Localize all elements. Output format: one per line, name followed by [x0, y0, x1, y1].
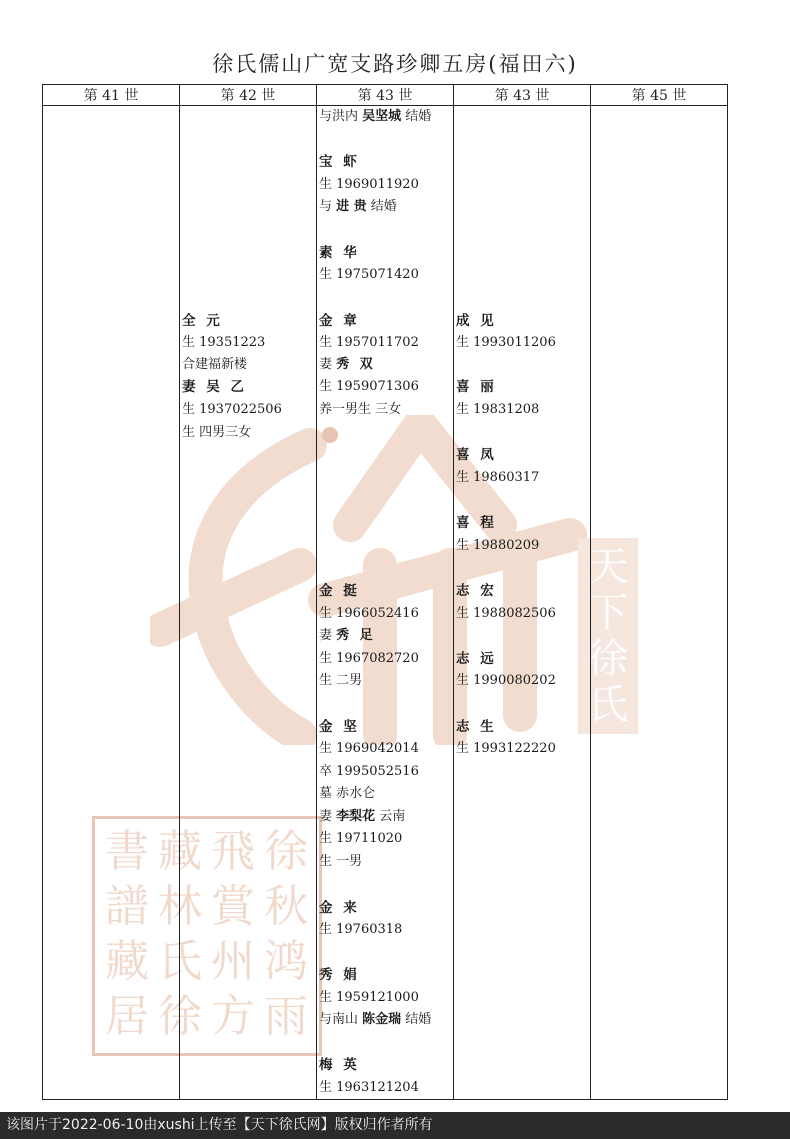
- person-name: 志 生: [456, 719, 497, 735]
- seal-char: 賞: [211, 881, 255, 932]
- birth-date: 生 1969011920: [319, 177, 419, 192]
- text: 妻: [319, 628, 337, 643]
- seal-char: 方: [211, 991, 255, 1042]
- spouse-name: 妻 吴 乙: [182, 379, 247, 395]
- marriage-note: [319, 1010, 431, 1030]
- text: 云南: [375, 809, 406, 824]
- birth-date: 生 1957011702: [319, 335, 419, 350]
- birth-date: 生 19880209: [456, 538, 540, 553]
- person-name: 喜 程: [456, 515, 497, 531]
- birth-date: 生 19351223: [182, 335, 266, 350]
- seal-char: 書: [105, 826, 149, 877]
- seal-char: 州: [211, 936, 255, 987]
- column-header-gen41: 第 41 世: [83, 88, 139, 104]
- birth-date: 生 1959071306: [319, 379, 419, 394]
- spouse-name: 李梨花: [336, 809, 376, 824]
- spouse-name: 秀 足: [336, 628, 376, 643]
- text: 妻: [319, 809, 337, 824]
- column-divider: [590, 85, 591, 1099]
- birth-date: 生 19860317: [456, 470, 540, 485]
- watermark-brand-char: 下: [588, 590, 628, 636]
- text: 结婚: [401, 109, 432, 124]
- page-title: 徐氏儒山广宽支路珍卿五房(福田六): [212, 52, 578, 76]
- marriage-note: [319, 107, 431, 127]
- person-name: 志 宏: [456, 583, 497, 599]
- seal-char: 居: [105, 991, 149, 1042]
- birth-date: 生 1993011206: [456, 335, 556, 350]
- spouse-line: [319, 355, 376, 375]
- birth-date: 生 1966052416: [319, 606, 419, 621]
- person-name: 梅 英: [319, 1057, 360, 1073]
- seal-char: 雨: [264, 991, 308, 1042]
- text: 妻: [319, 357, 337, 372]
- spouse-name: 进 贵: [336, 199, 367, 214]
- column-header-gen42: 第 42 世: [220, 88, 276, 104]
- column-header-gen43: 第 43 世: [357, 88, 413, 104]
- text: 与南山: [319, 1012, 363, 1027]
- person-name: 金 坚: [319, 719, 360, 735]
- birth-date: 生 1975071420: [319, 267, 419, 282]
- person-name: 全 元: [182, 313, 223, 329]
- seal-char: 鸿: [264, 936, 308, 987]
- death-date: 卒 1995052516: [319, 764, 419, 779]
- children-note: 生 二男: [319, 673, 363, 688]
- seal-char: 徐: [264, 826, 308, 877]
- person-name: 金 来: [319, 900, 360, 916]
- person-name: 宝 虾: [319, 154, 360, 170]
- marriage-note: [319, 197, 397, 217]
- person-name: 素 华: [319, 245, 360, 261]
- spouse-name: 吴坚城: [362, 109, 402, 124]
- person-name: 金 挺: [319, 583, 360, 599]
- seal-char: 秋: [264, 881, 308, 932]
- column-header-gen45: 第 45 世: [631, 88, 687, 104]
- column-header-gen43-second: 第 43 世: [494, 88, 550, 104]
- birth-date: 生 19711020: [319, 831, 403, 846]
- person-name: 喜 丽: [456, 379, 497, 395]
- seal-char: 氏: [158, 936, 202, 987]
- birth-date: 生 1959121000: [319, 990, 419, 1005]
- birth-date: 生 19760318: [319, 922, 403, 937]
- watermark-brand-char: 天: [588, 544, 628, 590]
- copyright-footer: 该图片于2022-06-10由xushi上传至【天下徐氏网】版权归作者所有: [0, 1112, 790, 1139]
- person-name: 金 章: [319, 313, 360, 329]
- tomb-location: 墓 赤水仑: [319, 786, 376, 801]
- seal-char: 譜: [105, 881, 149, 932]
- birth-date: 生 19831208: [456, 402, 540, 417]
- birth-date: 生 1937022506: [182, 402, 282, 417]
- text: 结婚: [401, 1012, 432, 1027]
- column-divider: [179, 85, 180, 1099]
- seal-char: 藏: [158, 826, 202, 877]
- spouse-line: [319, 626, 376, 646]
- birth-date: 生 1990080202: [456, 673, 556, 688]
- note-text: 合建福新楼: [182, 357, 248, 372]
- column-divider: [316, 85, 317, 1099]
- text: 与: [319, 199, 337, 214]
- seal-char: 飛: [211, 826, 255, 877]
- person-name: 志 远: [456, 651, 497, 667]
- spouse-name: 秀 双: [336, 357, 376, 372]
- spouse-name: 陈金瑞: [362, 1012, 402, 1027]
- person-name: 喜 凤: [456, 447, 497, 463]
- children-note: 生 四男三女: [182, 425, 252, 440]
- seal-char: 徐: [158, 991, 202, 1042]
- birth-date: 生 1963121204: [319, 1080, 419, 1095]
- spouse-line: [319, 807, 405, 827]
- genealogy-table: [42, 84, 728, 1100]
- birth-date: 生 1967082720: [319, 651, 419, 666]
- person-name: 成 见: [456, 313, 497, 329]
- text: 结婚: [366, 199, 397, 214]
- watermark-brand-char: 氏: [588, 682, 628, 728]
- seal-char: 林: [158, 881, 202, 932]
- children-note: 养一男生 三女: [319, 402, 402, 417]
- text: 与洪内: [319, 109, 363, 124]
- birth-date: 生 1993122220: [456, 741, 556, 756]
- birth-date: 生 1988082506: [456, 606, 556, 621]
- person-name: 秀 娟: [319, 967, 360, 983]
- seal-char: 藏: [105, 936, 149, 987]
- watermark-brand-char: 徐: [588, 636, 628, 682]
- column-divider: [453, 85, 454, 1099]
- children-note: 生 一男: [319, 854, 363, 869]
- birth-date: 生 1969042014: [319, 741, 419, 756]
